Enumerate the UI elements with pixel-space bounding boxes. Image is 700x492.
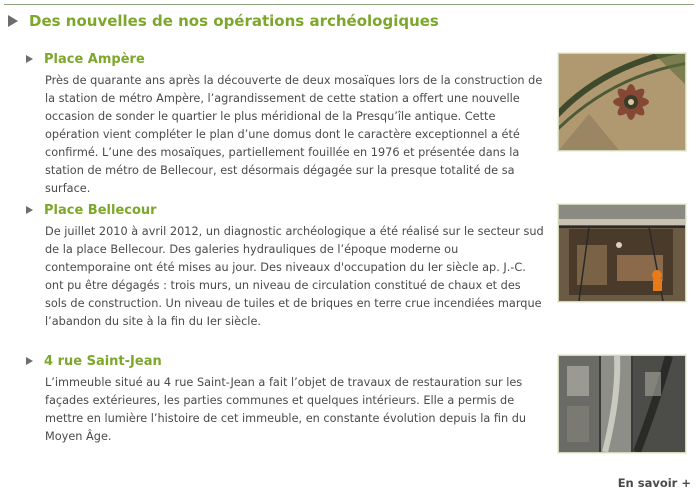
news-item-text: De juillet 2010 à avril 2012, un diagnostic archéologique a été réalisé sur le secteur sud de la place Bellecour. Des galeries hydrauliques de l’époque moderne ou contemporaine ont été mises au jour. Des niveaux d'occupation du Ier siècle ap. J.-C. ont pu être dégagés : trois murs, un niveau de circulation constitué de chaux et des sols de construction. Un niveau de tuiles et de briques en terre crue incendiées marque l’abandon du site à la fin du Ier siècle.: [45, 225, 544, 328]
page-header: [8, 12, 439, 30]
read-more-link[interactable]: En savoir +: [617, 476, 691, 490]
page-title: Des nouvelles de nos opérations archéologiques: [29, 12, 439, 30]
mosaic-image: [559, 54, 685, 150]
news-item-text: L’immeuble situé au 4 rue Saint-Jean a fait l’objet de travaux de restauration sur les façades extérieures, les parties communes et quelques intérieurs. Elle a permis de mettre en lumière l’histoire de cet immeuble, en constante évolution depuis la fin du Moyen Âge.: [45, 376, 527, 443]
triangle-arrow-icon: [26, 55, 33, 63]
excavation-photo[interactable]: [558, 204, 686, 302]
triangle-arrow-icon: [26, 357, 33, 365]
news-item-place-bellecour: [26, 201, 694, 328]
top-divider: [4, 4, 694, 5]
stairwell-image: [559, 356, 685, 452]
news-item-title[interactable]: Place Ampère: [44, 51, 145, 67]
mosaic-photo[interactable]: [558, 53, 686, 151]
news-item-place-ampere: [26, 50, 694, 195]
triangle-arrow-icon: [26, 206, 33, 214]
news-item-text: Près de quarante ans après la découverte de deux mosaïques lors de la construction de la station de métro Ampère, l’agrandissement de cette station a offert une nouvelle occasion de sonder le quartier le plus méridional de la Presqu’île antique. Cette opération vient compléter le plan d’une domus dont le caractère exceptionnel a été confirmé. L’une des mosaïques, partiellement fouillée en 1976 et présentée dans la station de métro de Bellecour, est désormais dégagée sur la presque totalité de sa surface.: [45, 74, 543, 195]
news-item-title[interactable]: Place Bellecour: [44, 202, 157, 218]
stairwell-photo[interactable]: [558, 355, 686, 453]
news-item-title[interactable]: 4 rue Saint-Jean: [44, 353, 162, 369]
excavation-image: [559, 205, 685, 301]
news-item-rue-saint-jean: [26, 352, 694, 443]
triangle-arrow-icon: [8, 15, 18, 27]
